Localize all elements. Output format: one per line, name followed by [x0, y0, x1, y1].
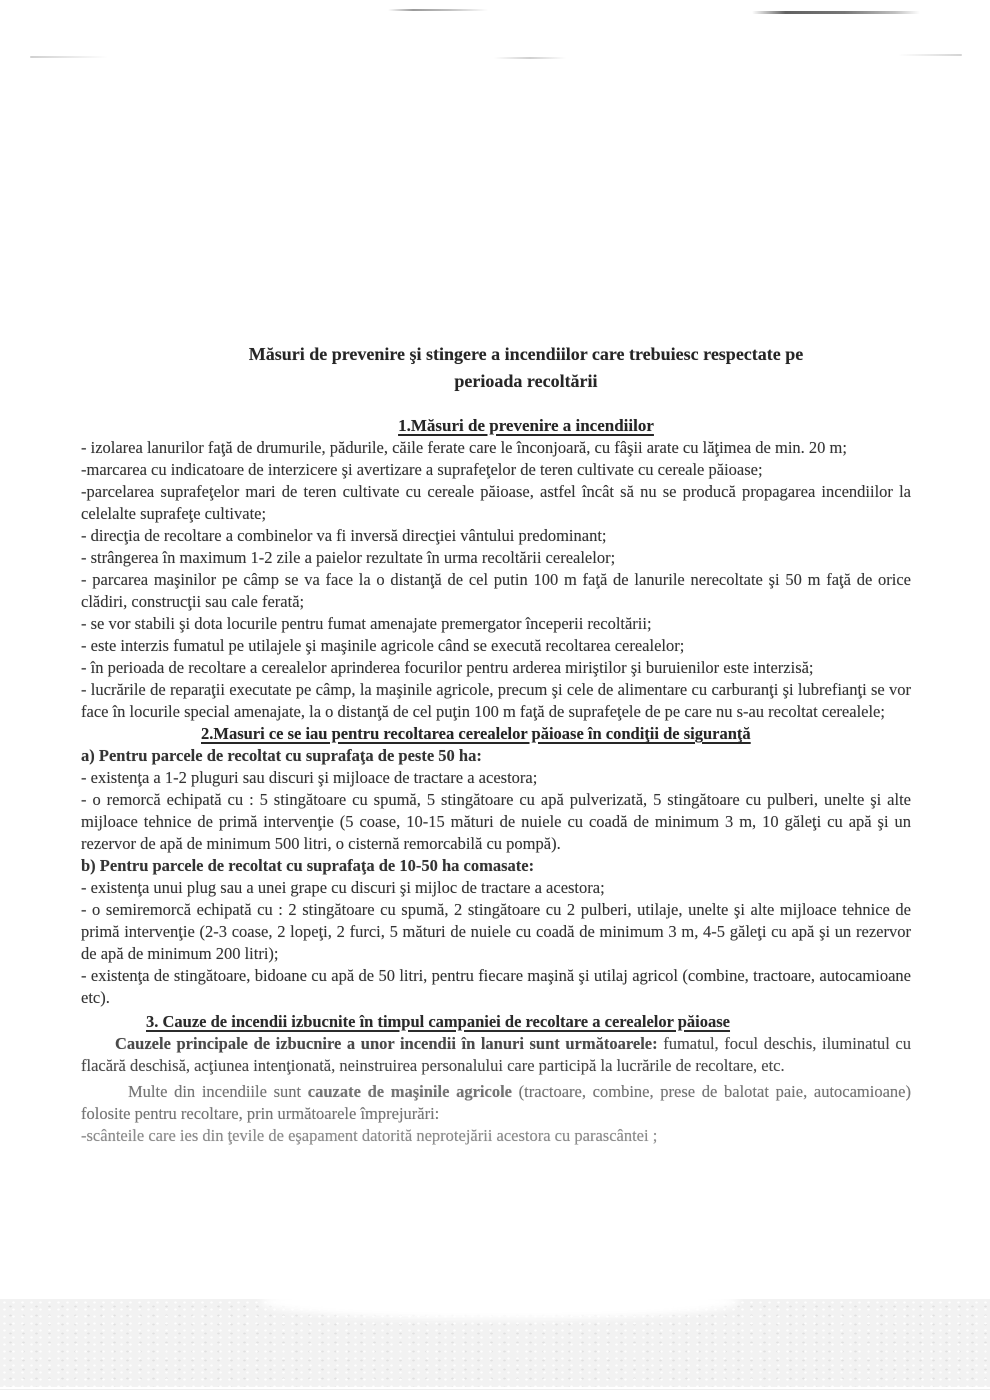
title-line-2: perioada recoltării — [454, 371, 598, 391]
section-1-heading — [81, 414, 911, 437]
subsection-a-item: - o remorcă echipată cu : 5 stingătoare cu spumă, 5 stingătoare cu apă pulverizată, 5 stingătoare cu pulberi, unelte şi alte mijloace tehnice de primă intervenţie (5 coase, 10-15 mături de nuiele cu coadă de minimum 3 m, 10 găleţi cu apă şi un rezervor de apă de minimum 500 litri, o cisternă remorcabilă cu pompă). — [81, 790, 911, 853]
sparks-item: -scânteile care ies din ţevile de eşapament datorită neprotejării acestora cu parascântei ; — [81, 1126, 658, 1145]
prevention-item: - parcarea maşinilor pe câmp se va face la o distanţă de cel putin 100 m faţă de lanurile nerecoltate şi 50 m faţă de orice clădiri, construcţii sau cale ferată; — [81, 570, 911, 611]
subsection-b-item: - o semiremorcă echipată cu : 2 stingătoare cu spumă, 2 stingătoare cu 2 pulberi, utilaje, unelte şi alte mijloace tehnice de primă intervenţie (2-3 coase, 2 lopeţi, 2 furci, 5 mături de nuiele cu coadă de minimum 3 m, 4-5 găleţi cu apă şi un rezervor de apă de minimum 200 litri); — [81, 900, 911, 963]
prevention-item: - în perioada de recoltare a cerealelor aprinderea focurilor pentru arderea miriştilor şi buruienilor este interzisă; — [81, 658, 814, 677]
prevention-item: - strângerea în maximum 1-2 zile a paielor rezultate în urma recoltării cerealelor; — [81, 548, 616, 567]
section-3-heading — [146, 1011, 911, 1033]
prevention-item: - este interzis fumatul pe utilajele şi maşinile agricole când se execută recoltarea cerealelor; — [81, 636, 685, 655]
section-2-heading — [201, 723, 911, 745]
causes-paragraph — [81, 1033, 911, 1077]
scan-artifact — [388, 9, 488, 11]
section-3-heading-text: 3. Cauze de incendii izbucnite în timpul campaniei de recoltare a cerealelor păioase — [146, 1012, 731, 1031]
machines-rest: (tractoare, combine, prese de balotat paie, autocamioane) folosite pentru recoltare, prin următoarele împrejurări: — [81, 1082, 911, 1123]
causes-lead-bold: Cauzele principale de izbucnire a unor incendii în lanuri sunt următoarele: — [115, 1034, 658, 1053]
scan-artifact — [898, 54, 962, 56]
subsection-b-heading: b) Pentru parcele de recoltat cu suprafaţa de 10-50 ha comasate: — [81, 856, 535, 875]
subsection-a-item: - existenţa a 1-2 pluguri sau discuri şi mijloace de tractare a acestora; — [81, 768, 538, 787]
scan-artifact — [752, 11, 920, 14]
prevention-item: -marcarea cu indicatoare de interzicere şi avertizare a suprafeţelor de teren cultivate cu cereale păioase; — [81, 460, 763, 479]
title-line-1: Măsuri de prevenire şi stingere a incendiilor care trebuiesc respectate pe — [248, 344, 804, 364]
machines-paragraph — [81, 1081, 911, 1125]
prevention-item: - direcţia de recoltare a combinelor va fi inversă direcţiei vântului predominant; — [81, 526, 607, 545]
prevention-item: - se vor stabili şi dota locurile pentru fumat amenajate premergator începerii recoltării; — [81, 614, 652, 633]
document-content — [81, 341, 911, 1147]
prevention-item: - lucrările de reparaţii executate pe câmp, la maşinile agricole, precum şi cele de alimentare cu carburanţi şi lubrefianţi se vor face în locurile special amenajate, la o distanţă de cel puţin 100 m faţă de suprafeţele de pe care nu s-au recoltat cerealele; — [81, 680, 911, 721]
subsection-b-item: - existenţa unui plug sau a unei grape cu discuri şi mijloc de tractare a acestora; — [81, 878, 605, 897]
causes-lead-rest: fumatul, focul deschis, iluminatul cu flacără deschisă, acţiunea intenţionată, neinstruirea personalului care participă la lucrările de recoltare, etc. — [81, 1034, 911, 1075]
section-2-heading-text: 2.Masuri ce se iau pentru recoltarea cerealelor păioase în condiţii de siguranţă — [201, 724, 751, 743]
scanner-noise-band — [0, 1299, 990, 1387]
machines-bold: cauzate de maşinile agricole — [307, 1082, 512, 1101]
prevention-item: - izolarea lanurilor faţă de drumurile, pădurile, căile ferate care le înconjoară, cu fâşii arate cu lăţimea de min. 20 m; — [81, 438, 847, 457]
subsection-a-heading: a) Pentru parcele de recoltat cu suprafaţa de peste 50 ha: — [81, 746, 482, 765]
document-title — [81, 341, 911, 395]
prevention-item: -parcelarea suprafeţelor mari de teren cultivate cu cereale păioase, astfel încât să nu se producă propagarea incendiilor la celelalte suprafeţe cultivate; — [81, 482, 911, 523]
subsection-b-item: - existenţa de stingătoare, bidoane cu apă de 50 litri, pentru fiecare maşină şi utilaj agricol (combine, tractoare, autocamioane etc). — [81, 966, 911, 1007]
scan-artifact — [494, 57, 566, 59]
scan-artifact — [30, 56, 108, 58]
section-1-heading-text: 1.Măsuri de prevenire a incendiilor — [398, 416, 654, 435]
machines-pre: Multe din incendiile sunt — [128, 1082, 308, 1101]
